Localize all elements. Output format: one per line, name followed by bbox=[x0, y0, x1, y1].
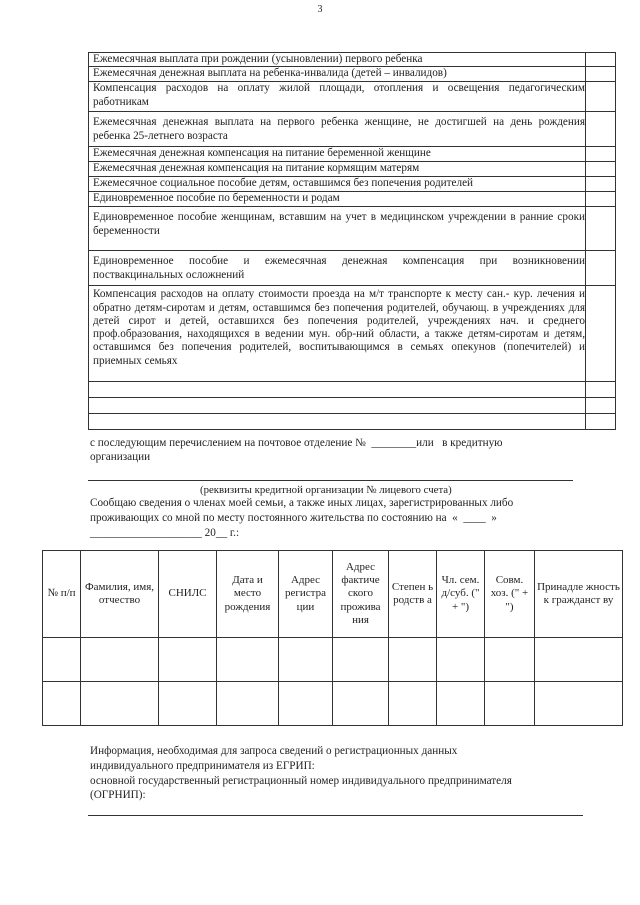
cell[interactable] bbox=[535, 638, 623, 682]
cell[interactable] bbox=[389, 638, 437, 682]
benefit-label: Компенсация расходов на оплату жилой площади, отопления и освещения педагогическим работникам bbox=[89, 82, 586, 112]
header-birth: Дата и место рождения bbox=[217, 551, 279, 638]
family-intro-date: ____________________ 20__ г.: bbox=[90, 527, 240, 539]
cell[interactable] bbox=[437, 638, 485, 682]
benefit-row bbox=[89, 147, 616, 162]
cell[interactable] bbox=[159, 682, 217, 726]
cell[interactable] bbox=[217, 682, 279, 726]
cell[interactable] bbox=[485, 638, 535, 682]
benefit-mark-cell[interactable] bbox=[586, 382, 616, 398]
benefit-mark-cell[interactable] bbox=[586, 398, 616, 414]
benefit-label: Ежемесячная денежная выплата на ребенка-инвалида (детей – инвалидов) bbox=[89, 67, 586, 82]
cell[interactable] bbox=[535, 682, 623, 726]
benefit-label: Единовременное пособие и ежемесячная денежная компенсация при возникновении поствакцинальных осложнений bbox=[89, 251, 586, 286]
cell[interactable] bbox=[81, 638, 159, 682]
benefit-row bbox=[89, 286, 616, 382]
cell[interactable] bbox=[43, 682, 81, 726]
family-intro-line2: проживающих со мной по месту постоянного жительства по состоянию на « ____ » bbox=[90, 512, 497, 524]
header-actual-address: Адрес фактиче ского прожива ния bbox=[333, 551, 389, 638]
benefit-label: Ежемесячная денежная выплата на первого ребенка женщине, не достигшей на день рождения ребенка 25-летнего возраста bbox=[89, 112, 586, 147]
benefit-row bbox=[89, 53, 616, 67]
family-row bbox=[43, 682, 623, 726]
benefit-empty-row bbox=[89, 414, 616, 430]
benefit-row bbox=[89, 177, 616, 192]
benefit-mark-cell[interactable] bbox=[586, 112, 616, 147]
cell[interactable] bbox=[437, 682, 485, 726]
benefit-empty-row bbox=[89, 398, 616, 414]
egrip-info-line1: Информация, необходимая для запроса сведений о регистрационных данных bbox=[90, 745, 458, 757]
benefit-empty-row bbox=[89, 382, 616, 398]
benefit-label: Единовременное пособие по беременности и родам bbox=[89, 192, 586, 207]
egrip-info-line2: индивидуального предпринимателя из ЕГРИП: bbox=[90, 760, 315, 772]
family-intro-line1: Сообщаю сведения о членах моей семьи, а также иных лицах, зарегистрированных либо bbox=[90, 497, 514, 509]
family-row bbox=[43, 638, 623, 682]
benefit-mark-cell[interactable] bbox=[586, 177, 616, 192]
benefit-row bbox=[89, 67, 616, 82]
family-members-table bbox=[42, 550, 623, 726]
cell[interactable] bbox=[485, 682, 535, 726]
header-family-member: Чл. сем. д/суб. (" + ") bbox=[437, 551, 485, 638]
ogrnip-line1: основной государственный регистрационный номер индивидуального предпринимателя bbox=[90, 775, 512, 787]
benefit-mark-cell[interactable] bbox=[586, 67, 616, 82]
organization-text: организации bbox=[90, 451, 151, 463]
benefit-mark-cell[interactable] bbox=[586, 53, 616, 67]
benefit-mark-cell[interactable] bbox=[586, 82, 616, 112]
benefit-row bbox=[89, 112, 616, 147]
benefit-mark-cell[interactable] bbox=[586, 207, 616, 251]
cell[interactable] bbox=[279, 638, 333, 682]
benefit-mark-cell[interactable] bbox=[586, 414, 616, 430]
benefit-mark-cell[interactable] bbox=[586, 192, 616, 207]
requisites-blank-line[interactable] bbox=[88, 480, 573, 481]
benefit-row bbox=[89, 192, 616, 207]
ogrnip-blank-line[interactable] bbox=[88, 815, 583, 816]
benefit-label: Ежемесячная денежная компенсация на питание беременной женщине bbox=[89, 147, 586, 162]
cell[interactable] bbox=[389, 682, 437, 726]
family-header-row bbox=[43, 551, 623, 638]
ogrnip-line2: (ОГРНИП): bbox=[90, 789, 146, 801]
benefit-label: Ежемесячное социальное пособие детям, оставшимся без попечения родителей bbox=[89, 177, 586, 192]
header-full-name: Фамилия, имя, отчество bbox=[81, 551, 159, 638]
header-snils: СНИЛС bbox=[159, 551, 217, 638]
benefit-mark-cell[interactable] bbox=[586, 162, 616, 177]
benefit-mark-cell[interactable] bbox=[586, 286, 616, 382]
benefit-row bbox=[89, 207, 616, 251]
header-relation: Степен ь родств а bbox=[389, 551, 437, 638]
page-number: 3 bbox=[317, 4, 323, 15]
benefit-label: Ежемесячная выплата при рождении (усыновлении) первого ребенка bbox=[89, 53, 586, 67]
requisites-caption: (реквизиты кредитной организации № лицевого счета) bbox=[200, 484, 452, 496]
benefit-mark-cell[interactable] bbox=[586, 147, 616, 162]
header-number: № п/п bbox=[43, 551, 81, 638]
cell[interactable] bbox=[159, 638, 217, 682]
postal-transfer-text: с последующим перечислением на почтовое отделение № ________или в кредитную bbox=[90, 437, 503, 449]
header-citizenship: Принадле жность к гражданст ву bbox=[535, 551, 623, 638]
cell[interactable] bbox=[333, 682, 389, 726]
cell[interactable] bbox=[333, 638, 389, 682]
header-registration: Адрес регистра ции bbox=[279, 551, 333, 638]
benefit-label: Ежемесячная денежная компенсация на питание кормящим матерям bbox=[89, 162, 586, 177]
benefit-mark-cell[interactable] bbox=[586, 251, 616, 286]
benefit-row bbox=[89, 82, 616, 112]
benefits-table bbox=[88, 52, 616, 430]
cell[interactable] bbox=[43, 638, 81, 682]
cell[interactable] bbox=[81, 682, 159, 726]
benefit-row bbox=[89, 251, 616, 286]
header-joint-household: Совм. хоз. (" + ") bbox=[485, 551, 535, 638]
benefit-label: Компенсация расходов на оплату стоимости проезда на м/т транспорте к месту сан.- кур. лечения и обратно детям-сиротам и детям, оставшимся без попечения родителей, обучающ. в учреждениях для детей сирот и детей, оставшихся без попечения родителей, учреждениях нач. и среднего проф.образования, находящихся в ведении мун. обр-ний области, а также детям-сиротам и детям, оставшимся без попечения родителей, воспитывающимся в семьях опекунов (попечителей) и приемных семьях bbox=[89, 286, 586, 382]
benefit-row bbox=[89, 162, 616, 177]
benefit-label: Единовременное пособие женщинам, вставшим на учет в медицинском учреждении в ранние сроки беременности bbox=[89, 207, 586, 251]
cell[interactable] bbox=[279, 682, 333, 726]
cell[interactable] bbox=[217, 638, 279, 682]
